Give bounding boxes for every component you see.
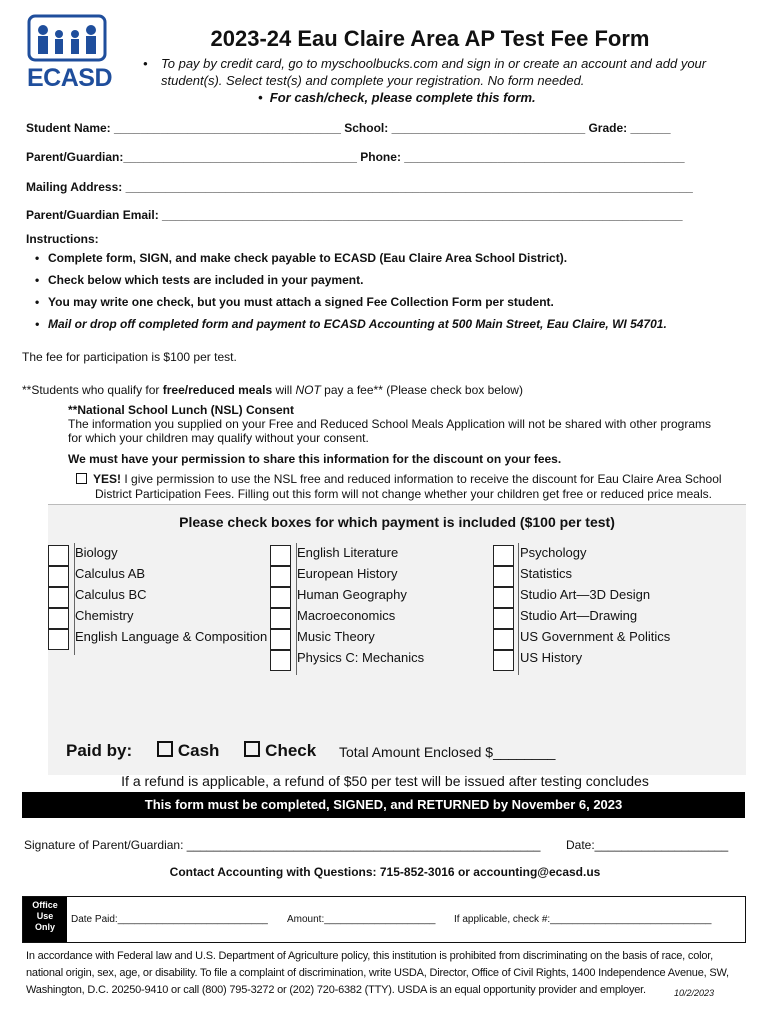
test-checkbox[interactable] bbox=[48, 566, 69, 587]
test-option[interactable] bbox=[493, 545, 670, 566]
test-label: Calculus BC bbox=[75, 587, 147, 602]
test-checkbox[interactable] bbox=[493, 545, 514, 566]
signature-field[interactable]: Signature of Parent/Guardian: _____________________________________________________ bbox=[24, 838, 541, 852]
test-checkbox[interactable] bbox=[270, 566, 291, 587]
office-use-label bbox=[23, 897, 67, 942]
cash-check-text: For cash/check, please complete this form. bbox=[269, 90, 536, 105]
test-label: Macroeconomics bbox=[297, 608, 396, 623]
cash-option[interactable] bbox=[157, 741, 220, 760]
test-option[interactable] bbox=[493, 650, 670, 671]
free-reduced-c: will bbox=[272, 383, 296, 397]
test-option[interactable] bbox=[48, 566, 267, 587]
revision-date: 10/2/2023 bbox=[674, 988, 715, 998]
test-checkbox[interactable] bbox=[270, 629, 291, 650]
tests-column-1 bbox=[48, 545, 267, 650]
free-reduced-d: NOT bbox=[295, 383, 321, 397]
free-reduced-e: pay a fee** (Please check box below) bbox=[320, 383, 523, 397]
test-option[interactable] bbox=[270, 608, 424, 629]
test-option[interactable] bbox=[270, 650, 424, 671]
test-label: Psychology bbox=[520, 545, 587, 560]
free-reduced-note bbox=[22, 383, 523, 397]
online-payment-text: To pay by credit card, go to myschoolbucks.com and sign in or create an account and add your student(s). Select test(s) and complete your registration. No form needed. bbox=[161, 56, 707, 88]
online-payment-bullet: • To pay by credit card, go to myschoolbucks.com and sign in or create an account and add your student(s). Select test(s) and complete your registration. No form needed. bbox=[143, 55, 753, 89]
test-label: Chemistry bbox=[75, 608, 134, 623]
test-checkbox[interactable] bbox=[493, 650, 514, 671]
instruction-item: • Complete form, SIGN, and make check payable to ECASD (Eau Claire Area School District). bbox=[35, 251, 755, 273]
test-checkbox[interactable] bbox=[493, 587, 514, 608]
test-checkbox[interactable] bbox=[493, 608, 514, 629]
nsl-heading: **National School Lunch (NSL) Consent bbox=[68, 403, 295, 417]
instruction-item: • Check below which tests are included in your payment. bbox=[35, 273, 755, 295]
test-option[interactable] bbox=[270, 587, 424, 608]
nsl-body-2: for which your children may qualify without your consent. bbox=[68, 431, 369, 445]
cash-checkbox[interactable] bbox=[157, 741, 173, 757]
cash-check-bullet: • For cash/check, please complete this form. bbox=[258, 90, 536, 105]
test-checkbox[interactable] bbox=[270, 608, 291, 629]
instruction-item: • You may write one check, but you must attach a signed Fee Collection Form per student. bbox=[35, 295, 755, 317]
test-label: Biology bbox=[75, 545, 118, 560]
tests-header: Please check boxes for which payment is included ($100 per test) bbox=[179, 514, 615, 530]
test-option[interactable] bbox=[493, 566, 670, 587]
signature-date-field[interactable]: Date:____________________ bbox=[566, 838, 729, 852]
contact-info: Contact Accounting with Questions: 715-852-3016 or accounting@ecasd.us bbox=[169, 865, 601, 879]
parent-email-field[interactable]: Parent/Guardian Email: ______________________________________________________________________________ bbox=[26, 208, 683, 222]
test-checkbox[interactable] bbox=[270, 587, 291, 608]
test-option[interactable] bbox=[270, 545, 424, 566]
test-label: Statistics bbox=[520, 566, 573, 581]
logo-figures-icon bbox=[27, 14, 107, 64]
test-checkbox[interactable] bbox=[493, 629, 514, 650]
office-date-paid-field[interactable]: Date Paid:___________________________ bbox=[71, 914, 268, 925]
office-label-2: Use bbox=[36, 911, 54, 921]
test-option[interactable] bbox=[48, 587, 267, 608]
check-option[interactable] bbox=[244, 741, 316, 760]
nsl-permission: We must have your permission to share this information for the discount on your fees. bbox=[68, 452, 562, 466]
test-label: Calculus AB bbox=[75, 566, 146, 581]
office-use-box bbox=[22, 896, 746, 943]
test-option[interactable] bbox=[48, 608, 267, 629]
test-option[interactable] bbox=[270, 629, 424, 650]
parent-phone-field[interactable]: Parent/Guardian:___________________________________ Phone: __________________________________________ bbox=[26, 150, 685, 164]
nsl-consent-option bbox=[76, 472, 722, 486]
test-label: English Language & Composition bbox=[75, 629, 268, 644]
test-checkbox[interactable] bbox=[270, 545, 291, 566]
test-label: Human Geography bbox=[297, 587, 407, 602]
student-school-grade-field[interactable]: Student Name: __________________________________ School: _____________________________ Grade: ______ bbox=[26, 121, 671, 135]
office-check-number-field[interactable]: If applicable, check #:_____________________________ bbox=[454, 914, 712, 925]
cash-label: Cash bbox=[177, 741, 220, 760]
total-amount-field[interactable]: Total Amount Enclosed $________ bbox=[339, 744, 556, 760]
nsl-consent-checkbox[interactable] bbox=[76, 473, 87, 484]
nsl-yes-text-2: District Participation Fees. Filling out this form will not change whether your children get free or reduced price meals. bbox=[95, 487, 712, 501]
nsl-body-1: The information you supplied on your Free and Reduced School Meals Application will not be shared with other programs bbox=[68, 417, 712, 431]
fee-text: The fee for participation is $100 per test. bbox=[22, 350, 237, 364]
paid-by-label: Paid by: bbox=[66, 741, 133, 760]
check-label: Check bbox=[265, 741, 317, 760]
mailing-address-field[interactable]: Mailing Address: _____________________________________________________________________________________ bbox=[26, 180, 693, 194]
test-label: Studio Art—3D Design bbox=[520, 587, 651, 602]
test-option[interactable] bbox=[270, 566, 424, 587]
test-checkbox[interactable] bbox=[48, 629, 69, 650]
test-option[interactable] bbox=[493, 608, 670, 629]
refund-note: If a refund is applicable, a refund of $50 per test will be issued after testing concludes bbox=[121, 773, 649, 789]
tests-column-2 bbox=[270, 545, 424, 671]
test-label: Studio Art—Drawing bbox=[520, 608, 638, 623]
free-reduced-a: **Students who qualify for bbox=[22, 383, 163, 397]
test-option[interactable] bbox=[493, 587, 670, 608]
instructions-list bbox=[35, 251, 755, 339]
test-option[interactable] bbox=[48, 545, 267, 566]
test-checkbox[interactable] bbox=[48, 608, 69, 629]
instruction-item: • Mail or drop off completed form and payment to ECASD Accounting at 500 Main Street, Eau Claire, WI 54701. bbox=[35, 317, 755, 339]
test-label: US History bbox=[520, 650, 583, 665]
test-checkbox[interactable] bbox=[270, 650, 291, 671]
test-label: European History bbox=[297, 566, 398, 581]
test-label: Music Theory bbox=[297, 629, 375, 644]
nsl-yes-label: YES! bbox=[93, 472, 122, 486]
free-reduced-b: free/reduced meals bbox=[162, 383, 273, 397]
test-option[interactable] bbox=[493, 629, 670, 650]
test-checkbox[interactable] bbox=[493, 566, 514, 587]
paid-by-row bbox=[66, 741, 316, 761]
deadline-banner: This form must be completed, SIGNED, and RETURNED by November 6, 2023 bbox=[22, 792, 745, 818]
instructions-heading: Instructions: bbox=[26, 232, 99, 246]
test-label: US Government & Politics bbox=[520, 629, 671, 644]
form-title: 2023-24 Eau Claire Area AP Test Fee Form bbox=[210, 26, 650, 51]
test-option[interactable] bbox=[48, 629, 267, 650]
logo-text: ECASD bbox=[27, 64, 113, 92]
tests-selection-box bbox=[48, 504, 746, 775]
test-label: English Literature bbox=[297, 545, 399, 560]
usda-disclaimer: In accordance with Federal law and U.S. Department of Agriculture policy, this institution is prohibited from discriminating on the basis of race, color, national origin, sex, age, or disability. To file a complaint of discrimination, write USDA, Director, Office of Civil Rights, 1400 Independence Avenue, SW, Washington, D.C. 20250-9410 or call (800) 795-3272 or (202) 720-6382 (TTY). USDA is an equal opportunity provider and employer. bbox=[26, 950, 729, 996]
test-label: Physics C: Mechanics bbox=[297, 650, 425, 665]
office-label-1: Office bbox=[32, 900, 58, 910]
test-checkbox[interactable] bbox=[48, 587, 69, 608]
test-checkbox[interactable] bbox=[48, 545, 69, 566]
office-label-3: Only bbox=[34, 922, 55, 932]
office-amount-field[interactable]: Amount:____________________ bbox=[287, 914, 436, 925]
tests-column-3 bbox=[493, 545, 670, 671]
check-checkbox[interactable] bbox=[244, 741, 260, 757]
nsl-yes-text-1: I give permission to use the NSL free and reduced information to receive the discount for Eau Claire Area School bbox=[121, 472, 722, 486]
